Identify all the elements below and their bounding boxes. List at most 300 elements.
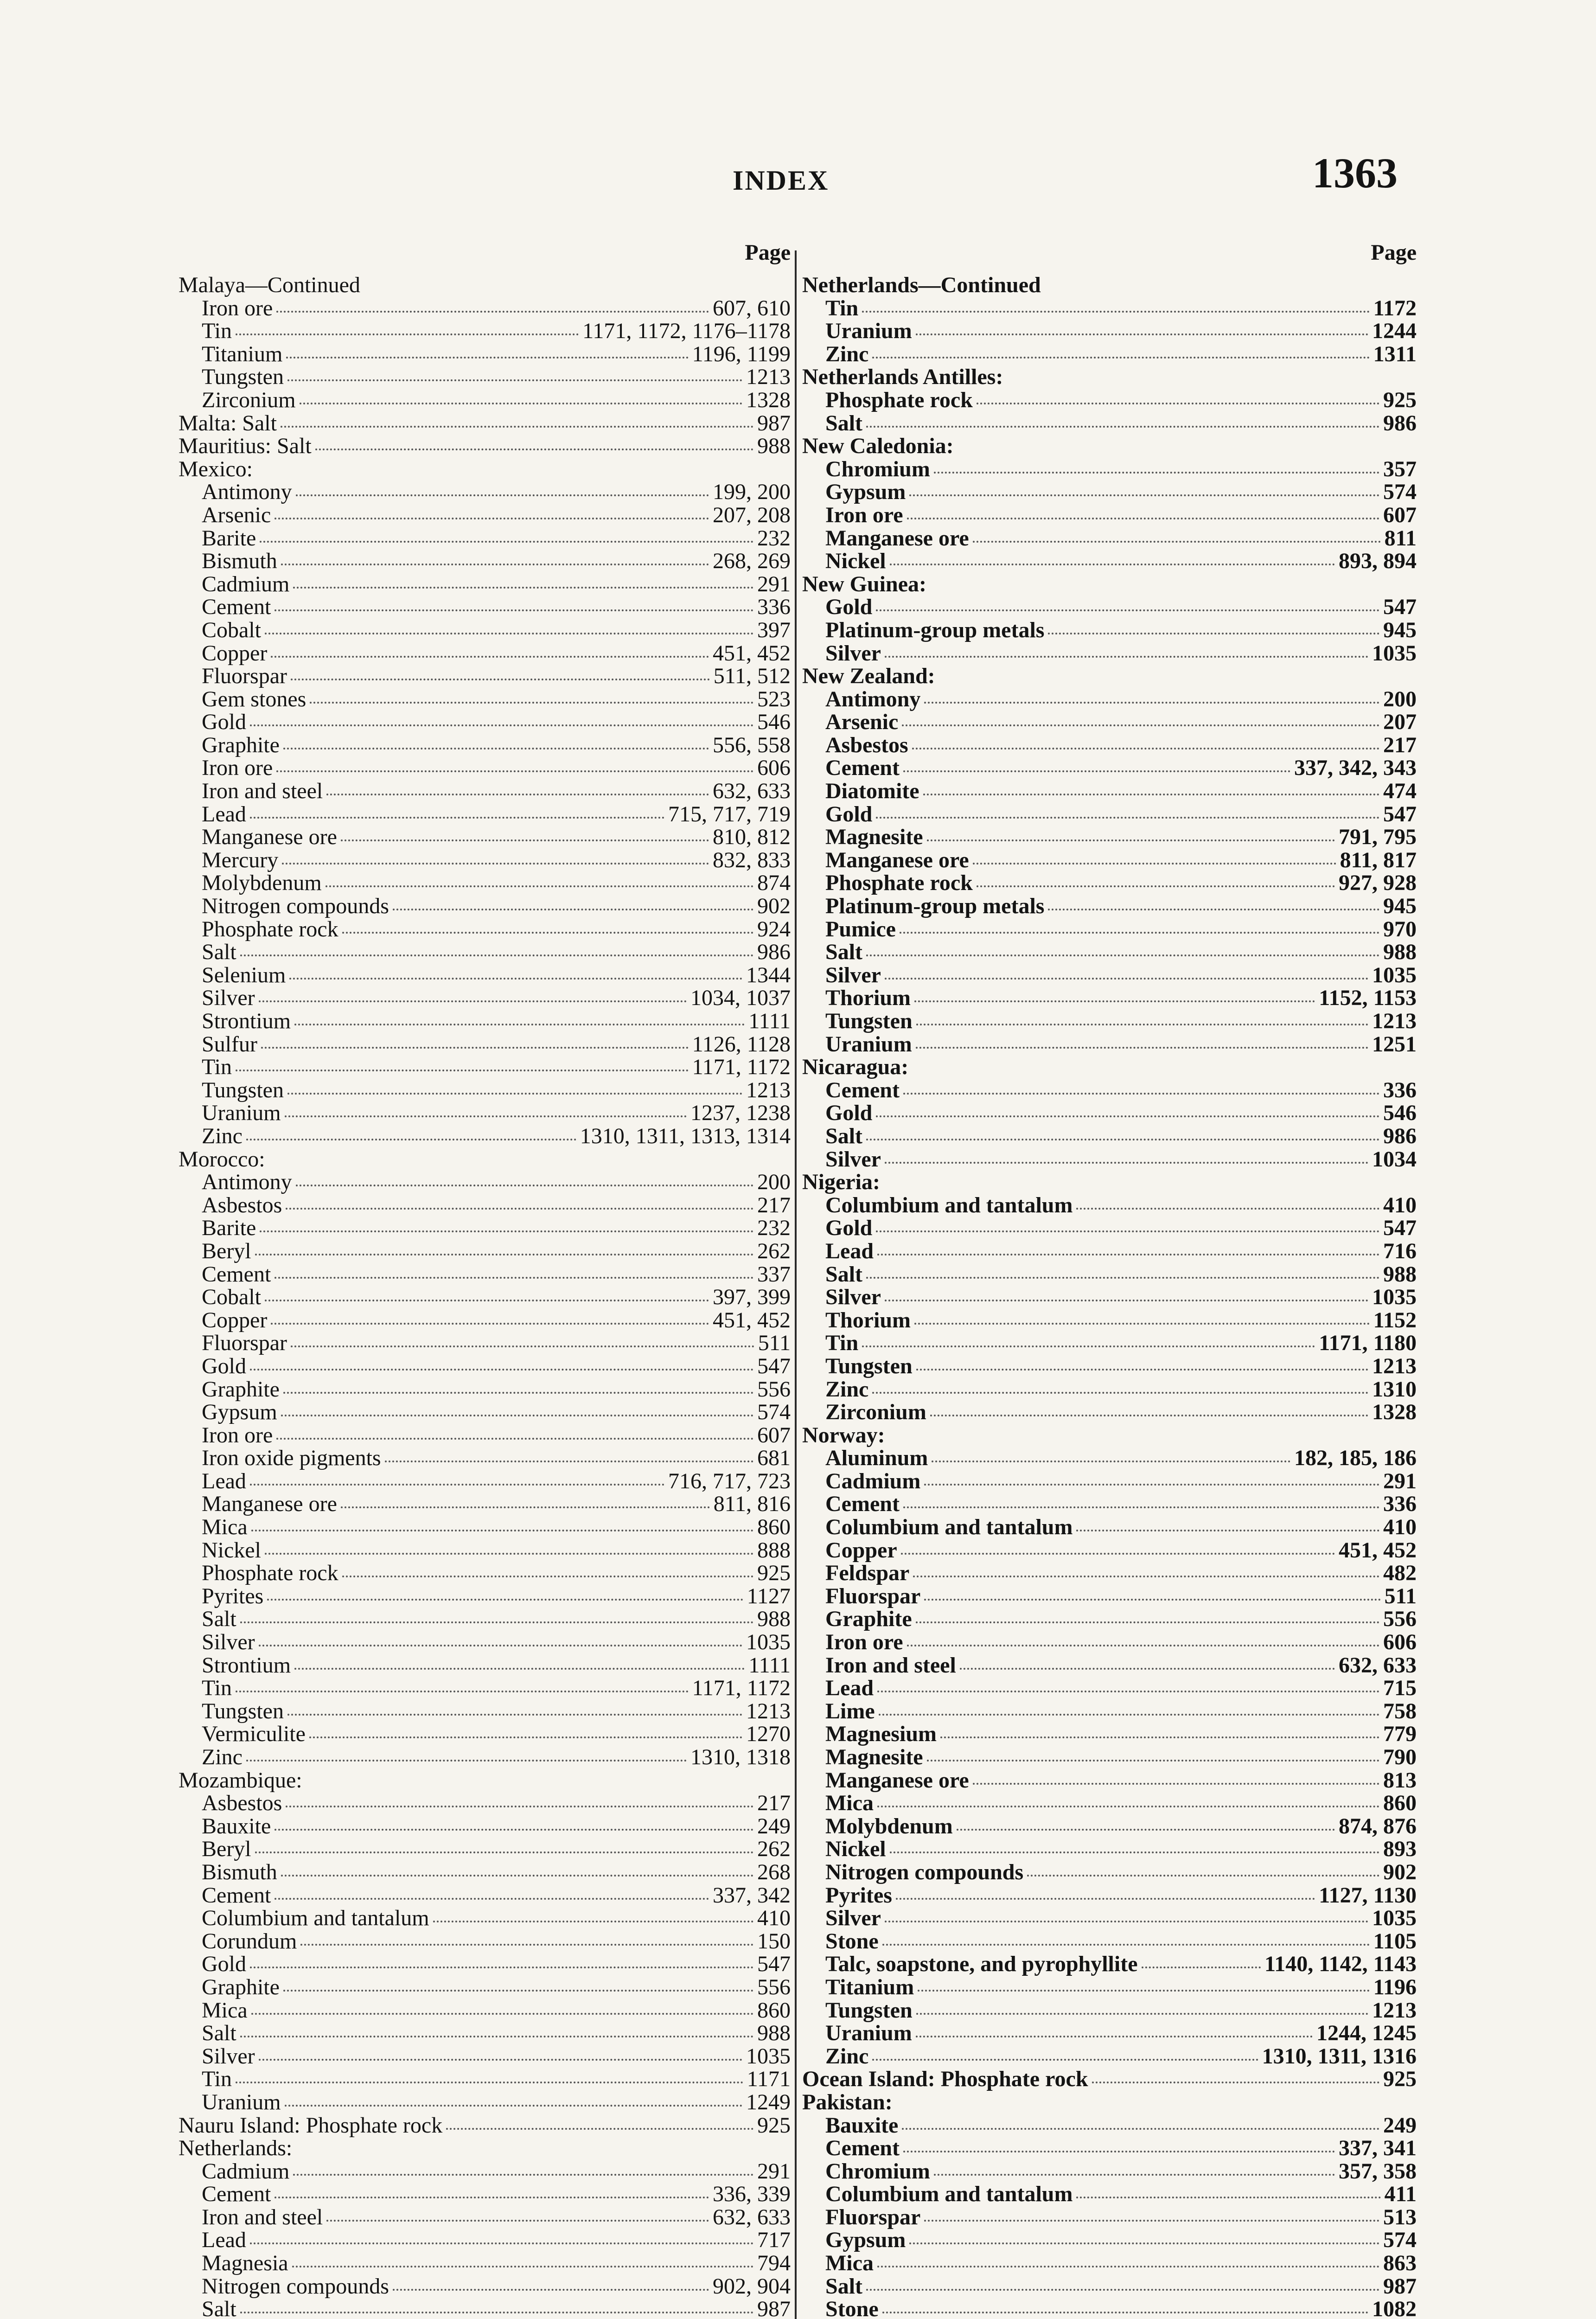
index-entry — [179, 1332, 791, 1355]
entry-label: Asbestos — [202, 1192, 282, 1217]
entry-pages: 207, 208 — [713, 502, 791, 527]
entry-label: Bismuth — [202, 1859, 277, 1884]
entry-pages: 410 — [1383, 1192, 1417, 1217]
index-entry — [802, 480, 1417, 504]
entry-pages: 945 — [1383, 617, 1417, 642]
entry-label: Gypsum — [202, 1400, 277, 1425]
dot-leader — [924, 1484, 1379, 1486]
dot-leader — [876, 609, 1379, 611]
entry-pages: 217 — [757, 1791, 791, 1816]
dot-leader — [281, 1875, 753, 1877]
index-entry — [802, 1815, 1417, 1838]
entry-pages: 1171 — [747, 2067, 791, 2092]
entry-pages: 336 — [757, 595, 791, 620]
entry-label: Cobalt — [202, 1285, 261, 1310]
entry-label: Gold — [202, 1353, 246, 1378]
entry-pages: 337, 342, 343 — [1294, 756, 1417, 781]
index-entry — [179, 2022, 791, 2045]
index-entry — [179, 688, 791, 711]
entry-label: Fluorspar — [825, 2204, 921, 2229]
entry-pages: 1213 — [1372, 1353, 1417, 1378]
dot-leader — [924, 1599, 1380, 1601]
entry-pages: 970 — [1383, 916, 1417, 942]
entry-pages: 574 — [1383, 480, 1417, 505]
entry-pages: 810, 812 — [713, 825, 791, 850]
entry-label: Silver — [825, 1906, 881, 1931]
entry-label: Silver — [825, 641, 881, 666]
dot-leader — [259, 2059, 742, 2061]
dot-leader — [286, 357, 688, 359]
index-entry — [802, 1263, 1417, 1286]
entry-pages: 1310, 1318 — [690, 1745, 791, 1769]
entry-label: Arsenic — [825, 710, 899, 735]
index-entry — [802, 1516, 1417, 1539]
entry-label: Mica — [202, 1998, 248, 2023]
index-entry — [179, 1516, 791, 1539]
index-entry — [802, 527, 1417, 550]
dot-leader — [283, 748, 709, 750]
index-entry — [179, 1102, 791, 1125]
index-entry — [802, 1861, 1417, 1884]
index-entry — [802, 2183, 1417, 2206]
entry-label: Uranium — [202, 2089, 281, 2114]
entry-label: Cobalt — [202, 617, 261, 642]
entry-pages: 632, 633 — [1339, 1653, 1417, 1678]
entry-label: Tungsten — [202, 1077, 284, 1102]
index-entry — [802, 2206, 1417, 2229]
entry-label: Barite — [202, 525, 256, 551]
entry-pages: 1035 — [1372, 962, 1417, 987]
entry-pages: 927, 928 — [1339, 871, 1417, 896]
entry-pages: 232 — [757, 1216, 791, 1241]
dot-leader — [890, 564, 1335, 565]
entry-label: Phosphate rock — [202, 1561, 338, 1586]
entry-label: Gem stones — [202, 686, 306, 711]
entry-label: Netherlands—Continued — [802, 273, 1041, 297]
index-entry — [179, 1148, 791, 1171]
dot-leader — [900, 932, 1379, 934]
entry-pages: 217 — [1383, 732, 1417, 757]
entry-label: Molybdenum — [202, 871, 322, 896]
index-entry — [802, 1539, 1417, 1562]
dot-leader — [916, 1024, 1368, 1025]
index-entry — [802, 1033, 1417, 1056]
entry-label: Lead — [825, 1676, 874, 1701]
entry-label: Nickel — [825, 549, 886, 574]
dot-leader — [433, 1921, 753, 1922]
dot-leader — [862, 311, 1369, 313]
index-entry — [179, 1447, 791, 1470]
entry-label: Talc, soapstone, and pyrophyllite — [825, 1952, 1138, 1977]
entry-label: Graphite — [202, 732, 280, 757]
entry-pages: 813 — [1383, 1768, 1417, 1793]
dot-leader — [973, 863, 1336, 865]
entry-label: Lead — [202, 2228, 246, 2253]
dot-leader — [276, 1438, 753, 1440]
dot-leader — [866, 955, 1379, 956]
index-entry — [179, 2206, 791, 2229]
entry-label: Arsenic — [202, 502, 271, 527]
entry-pages: 1126, 1128 — [692, 1031, 791, 1057]
entry-pages: 681 — [757, 1446, 791, 1471]
index-entries — [802, 274, 1417, 2319]
entry-pages: 1237, 1238 — [690, 1101, 791, 1126]
index-entry — [802, 2091, 1417, 2114]
dot-leader — [924, 2220, 1379, 2222]
entry-label: Diatomite — [825, 779, 919, 804]
entry-pages: 1249 — [746, 2089, 791, 2114]
entry-label: Phosphate rock — [825, 871, 973, 896]
entry-pages: 606 — [757, 756, 791, 781]
entry-label: Magnesia — [202, 2251, 288, 2276]
dot-leader — [973, 541, 1381, 543]
dot-leader — [309, 1736, 742, 1738]
index-entry — [179, 987, 791, 1010]
entry-pages: 716, 717, 723 — [668, 1468, 791, 1493]
index-entry — [179, 1953, 791, 1976]
dot-leader — [877, 1691, 1379, 1692]
entry-pages: 1171, 1172 — [692, 1676, 791, 1701]
entry-pages: 715 — [1383, 1676, 1417, 1701]
entry-pages: 1172 — [1373, 295, 1417, 320]
entry-label: Magnesium — [825, 1722, 937, 1747]
dot-leader — [287, 1093, 742, 1095]
index-column-left — [179, 232, 791, 2319]
index-entry — [802, 343, 1417, 366]
index-entry — [179, 2275, 791, 2298]
entry-label: Titanium — [825, 1974, 914, 1999]
entry-label: Tungsten — [825, 1998, 913, 2023]
entry-label: Thorium — [825, 986, 911, 1011]
dot-leader — [903, 1506, 1379, 1508]
index-entry — [802, 1056, 1417, 1079]
index-entry — [802, 1953, 1417, 1976]
dot-leader — [885, 1162, 1368, 1164]
entry-label: Tungsten — [825, 1009, 913, 1033]
index-entry — [802, 1999, 1417, 2022]
entry-pages: 546 — [757, 710, 791, 735]
dot-leader — [283, 1990, 753, 1992]
entry-pages: 1034 — [1372, 1147, 1417, 1172]
entry-label: Graphite — [825, 1607, 912, 1632]
dot-leader — [914, 1323, 1370, 1325]
index-entry — [802, 2045, 1417, 2068]
index-entry — [179, 435, 791, 458]
page-header — [0, 0, 1596, 241]
dot-leader — [282, 863, 709, 865]
entry-pages: 860 — [1383, 1791, 1417, 1816]
dot-leader — [866, 426, 1379, 428]
entry-pages: 607, 610 — [713, 295, 791, 320]
index-column-right — [802, 232, 1417, 2319]
entry-pages: 1111 — [748, 1653, 791, 1678]
entry-label: Nigeria: — [802, 1170, 880, 1195]
dot-leader — [1092, 2082, 1379, 2083]
index-entry — [179, 2114, 791, 2137]
index-entry — [179, 480, 791, 504]
entry-pages: 758 — [1383, 1698, 1417, 1723]
entry-pages: 987 — [1383, 2274, 1417, 2299]
entry-pages: 1105 — [1373, 1928, 1417, 1954]
entry-pages: 556 — [757, 1974, 791, 1999]
index-entry — [802, 2114, 1417, 2137]
index-entry — [179, 1585, 791, 1608]
dot-leader — [294, 1024, 745, 1025]
dot-leader — [916, 333, 1368, 335]
entry-pages: 832, 833 — [713, 847, 791, 872]
dot-leader — [909, 2242, 1379, 2244]
dot-leader — [250, 724, 753, 726]
dot-leader — [296, 1185, 753, 1186]
dot-leader — [250, 817, 664, 819]
entry-pages: 893 — [1383, 1837, 1417, 1862]
entry-label: Cement — [202, 595, 271, 620]
entry-label: Tin — [202, 1676, 232, 1701]
entry-label: Aluminum — [825, 1446, 928, 1471]
dot-leader — [326, 885, 753, 887]
entry-pages: 357, 358 — [1339, 2159, 1417, 2184]
entry-pages: 1213 — [1372, 1998, 1417, 2023]
entry-label: Pyrites — [825, 1883, 892, 1908]
dot-leader — [1048, 909, 1379, 910]
dot-leader — [255, 1254, 753, 1256]
index-entry — [179, 527, 791, 550]
entry-pages: 1034, 1037 — [690, 986, 791, 1011]
index-entry — [802, 1792, 1417, 1815]
entry-pages: 249 — [1383, 2113, 1417, 2138]
dot-leader — [885, 656, 1368, 658]
entry-label: Zirconium — [825, 1400, 926, 1425]
entry-pages: 945 — [1383, 894, 1417, 919]
index-entry — [179, 1217, 791, 1240]
entry-pages: 811, 817 — [1340, 847, 1417, 872]
dot-leader — [283, 1392, 753, 1394]
entry-label: Iron and steel — [825, 1653, 956, 1678]
dot-leader — [265, 633, 753, 634]
dot-leader — [1076, 1208, 1379, 1210]
entry-pages: 874 — [757, 871, 791, 896]
dot-leader — [902, 724, 1379, 726]
dot-leader — [930, 1415, 1368, 1416]
dot-leader — [393, 2289, 709, 2291]
index-entry — [179, 1194, 791, 1217]
index-entry — [179, 297, 791, 320]
entry-pages: 337, 341 — [1339, 2136, 1417, 2161]
index-entry — [802, 2275, 1417, 2298]
entry-pages: 863 — [1383, 2251, 1417, 2276]
entry-label: Lead — [202, 801, 246, 826]
dot-leader — [896, 1898, 1315, 1900]
index-entry — [802, 756, 1417, 780]
entry-label: Cement — [202, 1883, 271, 1908]
entry-label: Zinc — [825, 341, 869, 366]
entry-label: Sulfur — [202, 1031, 257, 1057]
entry-pages: 1328 — [1372, 1400, 1417, 1425]
index-entry — [179, 1539, 791, 1562]
entry-label: Salt — [825, 1262, 863, 1287]
dot-leader — [877, 2266, 1379, 2268]
entry-pages: 511 — [758, 1331, 791, 1356]
entry-label: Silver — [825, 1285, 881, 1310]
entry-label: Mexico: — [179, 456, 253, 481]
entry-label: New Zealand: — [802, 664, 935, 689]
entry-label: Phosphate rock — [825, 387, 973, 412]
entry-pages: 632, 633 — [713, 2204, 791, 2229]
dot-leader — [916, 1621, 1379, 1623]
entry-label: Antimony — [202, 1170, 292, 1195]
entry-label: Salt — [202, 2297, 236, 2319]
entry-label: Thorium — [825, 1307, 911, 1332]
index-entry — [802, 964, 1417, 987]
dot-leader — [866, 2289, 1379, 2291]
dot-leader — [882, 2312, 1368, 2313]
entry-pages: 262 — [757, 1238, 791, 1263]
dot-leader — [866, 1277, 1379, 1279]
entry-pages: 574 — [1383, 2228, 1417, 2253]
index-entry — [179, 2137, 791, 2160]
entry-pages: 357 — [1383, 456, 1417, 481]
entry-label: Copper — [825, 1537, 897, 1563]
dot-leader — [300, 1944, 753, 1946]
entry-label: Malaya—Continued — [179, 273, 360, 297]
dot-leader — [310, 702, 753, 704]
entry-label: Salt — [825, 940, 863, 965]
index-entry — [179, 573, 791, 596]
index-entry — [802, 435, 1417, 458]
dot-leader — [326, 2220, 709, 2222]
entry-pages: 1310, 1311, 1316 — [1262, 2044, 1417, 2069]
entry-label: Cement — [825, 1492, 900, 1517]
entry-label: Malta: Salt — [179, 410, 277, 436]
index-entry — [802, 688, 1417, 711]
index-entry — [179, 1723, 791, 1746]
entry-pages: 988 — [757, 1607, 791, 1632]
dot-leader — [876, 1115, 1379, 1117]
entry-pages: 337 — [757, 1262, 791, 1287]
index-entry — [802, 1286, 1417, 1309]
dot-leader — [267, 1599, 743, 1601]
index-entry — [802, 1240, 1417, 1263]
entry-pages: 986 — [1383, 1123, 1417, 1148]
index-entry — [179, 1907, 791, 1930]
entry-pages: 547 — [1383, 1216, 1417, 1241]
entry-label: Iron ore — [202, 756, 273, 781]
entry-pages: 150 — [757, 1928, 791, 1954]
dot-leader — [271, 656, 709, 658]
entry-label: Stone — [825, 1928, 879, 1954]
dot-leader — [240, 1621, 753, 1623]
index-entry — [802, 2298, 1417, 2319]
index-entry — [179, 2045, 791, 2068]
index-entry — [179, 642, 791, 665]
dot-leader — [236, 2082, 743, 2083]
entry-label: Ocean Island: Phosphate rock — [802, 2067, 1088, 2092]
index-entry — [179, 826, 791, 849]
dot-leader — [240, 2312, 753, 2313]
entry-pages: 1171, 1180 — [1319, 1331, 1417, 1356]
dot-leader — [385, 1461, 753, 1462]
index-entry — [802, 1631, 1417, 1654]
entry-pages: 482 — [1383, 1561, 1417, 1586]
index-entry — [179, 1378, 791, 1401]
index-entry — [179, 803, 791, 826]
entry-pages: 337, 342 — [713, 1883, 791, 1908]
dot-leader — [289, 978, 742, 980]
index-entry — [802, 918, 1417, 941]
dot-leader — [882, 1944, 1370, 1946]
entry-label: Iron ore — [202, 1422, 273, 1448]
entry-label: Beryl — [202, 1238, 251, 1263]
dot-leader — [918, 1990, 1369, 1992]
dot-leader — [903, 1093, 1379, 1095]
entry-label: Iron and steel — [202, 2204, 323, 2229]
index-entry — [802, 1838, 1417, 1861]
index-entry — [179, 734, 791, 757]
dot-leader — [236, 1691, 689, 1692]
index-entry — [179, 1033, 791, 1056]
entry-label: Nitrogen compounds — [202, 2274, 389, 2299]
index-entry — [802, 1355, 1417, 1378]
index-entry — [179, 504, 791, 527]
entry-label: Mica — [202, 1515, 248, 1540]
index-entry — [179, 1677, 791, 1700]
index-entry — [179, 1930, 791, 1953]
index-entry — [179, 895, 791, 918]
entry-label: Mica — [825, 2251, 874, 2276]
entry-label: Gypsum — [825, 480, 906, 505]
dot-leader — [907, 1645, 1379, 1646]
dot-leader — [960, 1668, 1335, 1670]
entry-label: Platinum-group metals — [825, 894, 1045, 919]
entry-pages: 1152 — [1373, 1307, 1417, 1332]
entry-pages: 607 — [757, 1422, 791, 1448]
index-entry — [179, 1263, 791, 1286]
entry-pages: 1196 — [1373, 1974, 1417, 1999]
entry-pages: 249 — [757, 1813, 791, 1839]
entry-label: Tungsten — [825, 1353, 913, 1378]
index-entry — [179, 389, 791, 412]
dot-leader — [276, 311, 709, 313]
entry-label: Pumice — [825, 916, 896, 942]
entry-pages: 1171, 1172 — [692, 1055, 791, 1080]
entry-label: Cement — [202, 1262, 271, 1287]
entry-label: Beryl — [202, 1837, 251, 1862]
dot-leader — [251, 2013, 753, 2015]
entry-label: Gold — [825, 595, 873, 620]
dot-leader — [890, 1851, 1379, 1853]
dot-leader — [250, 2242, 753, 2244]
dot-leader — [877, 1806, 1379, 1807]
entry-label: Graphite — [202, 1377, 280, 1402]
dot-leader — [236, 1070, 689, 1071]
entry-label: Zinc — [202, 1123, 243, 1148]
index-entry — [802, 573, 1417, 596]
entry-label: Gold — [202, 710, 246, 735]
entry-label: Fluorspar — [202, 664, 287, 689]
dot-leader — [246, 1139, 576, 1140]
index-entry — [802, 1470, 1417, 1493]
index-entry — [179, 619, 791, 642]
index-entry — [802, 2022, 1417, 2045]
dot-leader — [251, 1530, 753, 1531]
dot-leader — [916, 2013, 1368, 2015]
page-column-label: Page — [745, 240, 791, 265]
index-entry — [179, 1355, 791, 1378]
entry-label: Pyrites — [202, 1583, 264, 1608]
index-entry — [179, 1470, 791, 1493]
entry-label: Uranium — [825, 1031, 912, 1057]
entry-label: Manganese ore — [825, 525, 969, 551]
